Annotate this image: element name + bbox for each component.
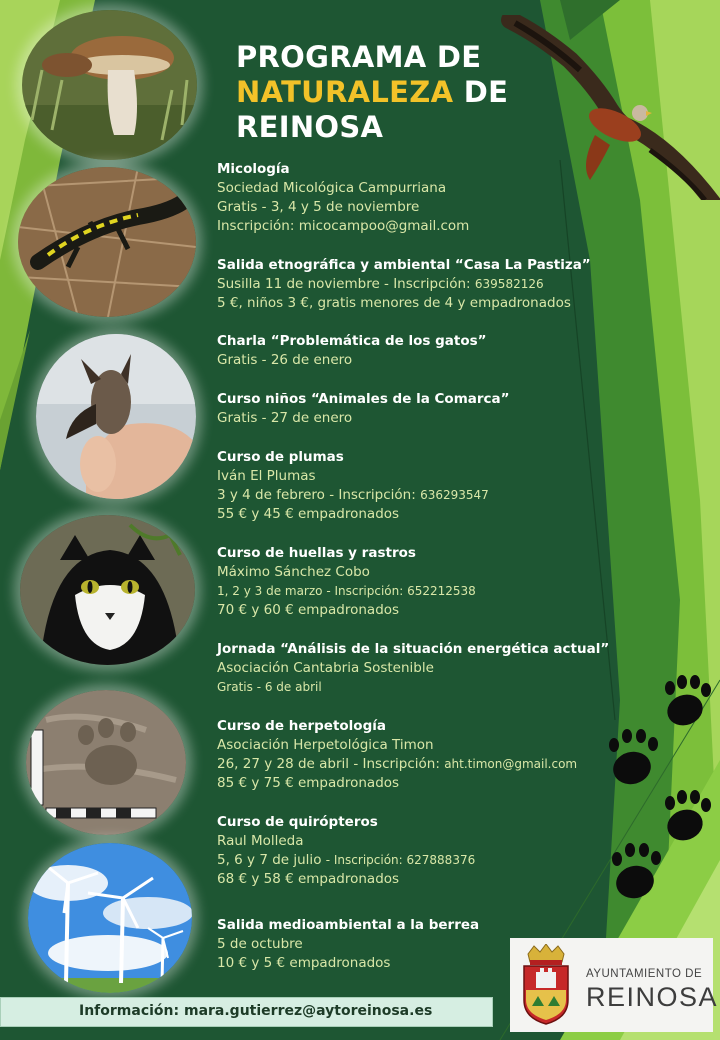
- event-price: 5 €, niños 3 €, gratis menores de 4 y empadronados: [217, 295, 571, 312]
- event-charla-gatos: [217, 332, 617, 370]
- title-line-2: [236, 75, 508, 110]
- mushroom-icon: [22, 10, 197, 160]
- track-photo: [26, 690, 186, 835]
- event-price: 68 € y 58 € empadronados: [217, 871, 400, 888]
- wind-turbine-photo: [28, 843, 192, 993]
- title-line-2-rest: DE: [453, 75, 509, 109]
- event-quiropteros: [217, 813, 617, 890]
- event-organizer: Máximo Sánchez Cobo: [217, 564, 370, 580]
- mushroom-photo: [22, 10, 197, 160]
- event-dates: Gratis - 6 de abril: [217, 680, 322, 695]
- event-phone: - Inscripción: 627888376: [325, 853, 476, 868]
- event-price: 55 € y 45 € empadronados: [217, 506, 400, 523]
- info-bar: [0, 997, 493, 1027]
- event-title: Curso de herpetología: [217, 718, 386, 734]
- poster-title: [236, 40, 508, 145]
- title-accent: NATURALEZA: [236, 75, 454, 109]
- event-casa-la-pastiza: [217, 256, 617, 313]
- cat-photo: [20, 515, 195, 665]
- event-date-text: 3 y 4 de febrero - Inscripción:: [217, 487, 421, 504]
- event-registration: Inscripción: micocampoo@gmail.com: [217, 218, 470, 235]
- info-contact: Información: mara.gutierrez@aytoreinosa.es: [79, 1003, 433, 1019]
- event-date-text: 26, 27 y 28 de abril - Inscripción:: [217, 756, 445, 773]
- event-dates: [217, 755, 617, 774]
- event-title: Curso niños “Animales de la Comarca”: [217, 391, 510, 407]
- event-date-text: Susilla 11 de noviembre - Inscripción:: [217, 276, 475, 292]
- event-huellas-rastros: [217, 544, 617, 621]
- event-phone: 639582126: [474, 277, 544, 291]
- cat-icon: [20, 515, 195, 665]
- event-title: Salida etnográfica y ambiental “Casa La Pastiza”: [217, 257, 591, 273]
- coat-of-arms-icon: [518, 944, 574, 1026]
- salamander-icon: [18, 167, 196, 317]
- event-title: Micología: [217, 161, 290, 177]
- event-dates: [217, 851, 617, 870]
- paw-prints-icon: [600, 670, 720, 905]
- wind-turbine-icon: [28, 843, 192, 993]
- event-title: Curso de plumas: [217, 449, 344, 465]
- event-dates: Gratis - 3, 4 y 5 de noviembre: [217, 199, 420, 216]
- event-dates: Gratis - 26 de enero: [217, 352, 353, 368]
- salamander-photo: [18, 167, 196, 317]
- event-herpetologia: [217, 717, 617, 794]
- event-title: Curso de quirópteros: [217, 814, 378, 830]
- event-phone: 636293547: [420, 488, 489, 503]
- event-dates: 5 de octubre: [217, 936, 303, 952]
- event-organizer: Raul Molleda: [217, 833, 304, 849]
- bat-icon: [36, 334, 196, 499]
- title-line-3: REINOSA: [236, 110, 384, 144]
- event-curso-plumas: [217, 448, 617, 525]
- logo-line-2: REINOSA: [586, 982, 719, 1012]
- event-animales-comarca: [217, 390, 617, 428]
- event-email: aht.timon@gmail.com: [444, 757, 578, 772]
- event-organizer: Asociación Cantabria Sostenible: [217, 660, 434, 676]
- event-date-text: 5, 6 y 7 de julio: [217, 852, 326, 869]
- event-title: Charla “Problemática de los gatos”: [217, 333, 487, 349]
- event-organizer: Sociedad Micológica Campurriana: [217, 180, 447, 196]
- event-price: 10 € y 5 € empadronados: [217, 955, 391, 972]
- event-title: Curso de huellas y rastros: [217, 545, 416, 561]
- event-dates: [217, 486, 617, 505]
- event-organizer: Asociación Herpetológica Timon: [217, 737, 434, 753]
- event-dates: [217, 275, 617, 294]
- event-organizer: Iván El Plumas: [217, 468, 316, 484]
- event-price: 70 € y 60 € empadronados: [217, 602, 400, 619]
- logo-line-1: AYUNTAMIENTO DE: [586, 968, 703, 980]
- event-dates: 1, 2 y 3 de marzo - Inscripción: 652212538: [217, 584, 476, 599]
- ayuntamiento-logo: [510, 938, 719, 1032]
- event-title: Jornada “Análisis de la situación energética actual”: [217, 641, 610, 657]
- bat-photo: [36, 334, 196, 499]
- title-line-1: PROGRAMA DE: [236, 40, 482, 74]
- animal-track-icon: [26, 690, 186, 835]
- event-price: 85 € y 75 € empadronados: [217, 775, 400, 792]
- event-dates: Gratis - 27 de enero: [217, 410, 353, 426]
- event-micologia: [217, 160, 617, 237]
- event-title: Salida medioambiental a la berrea: [217, 917, 480, 933]
- event-jornada-energetica: [217, 640, 617, 697]
